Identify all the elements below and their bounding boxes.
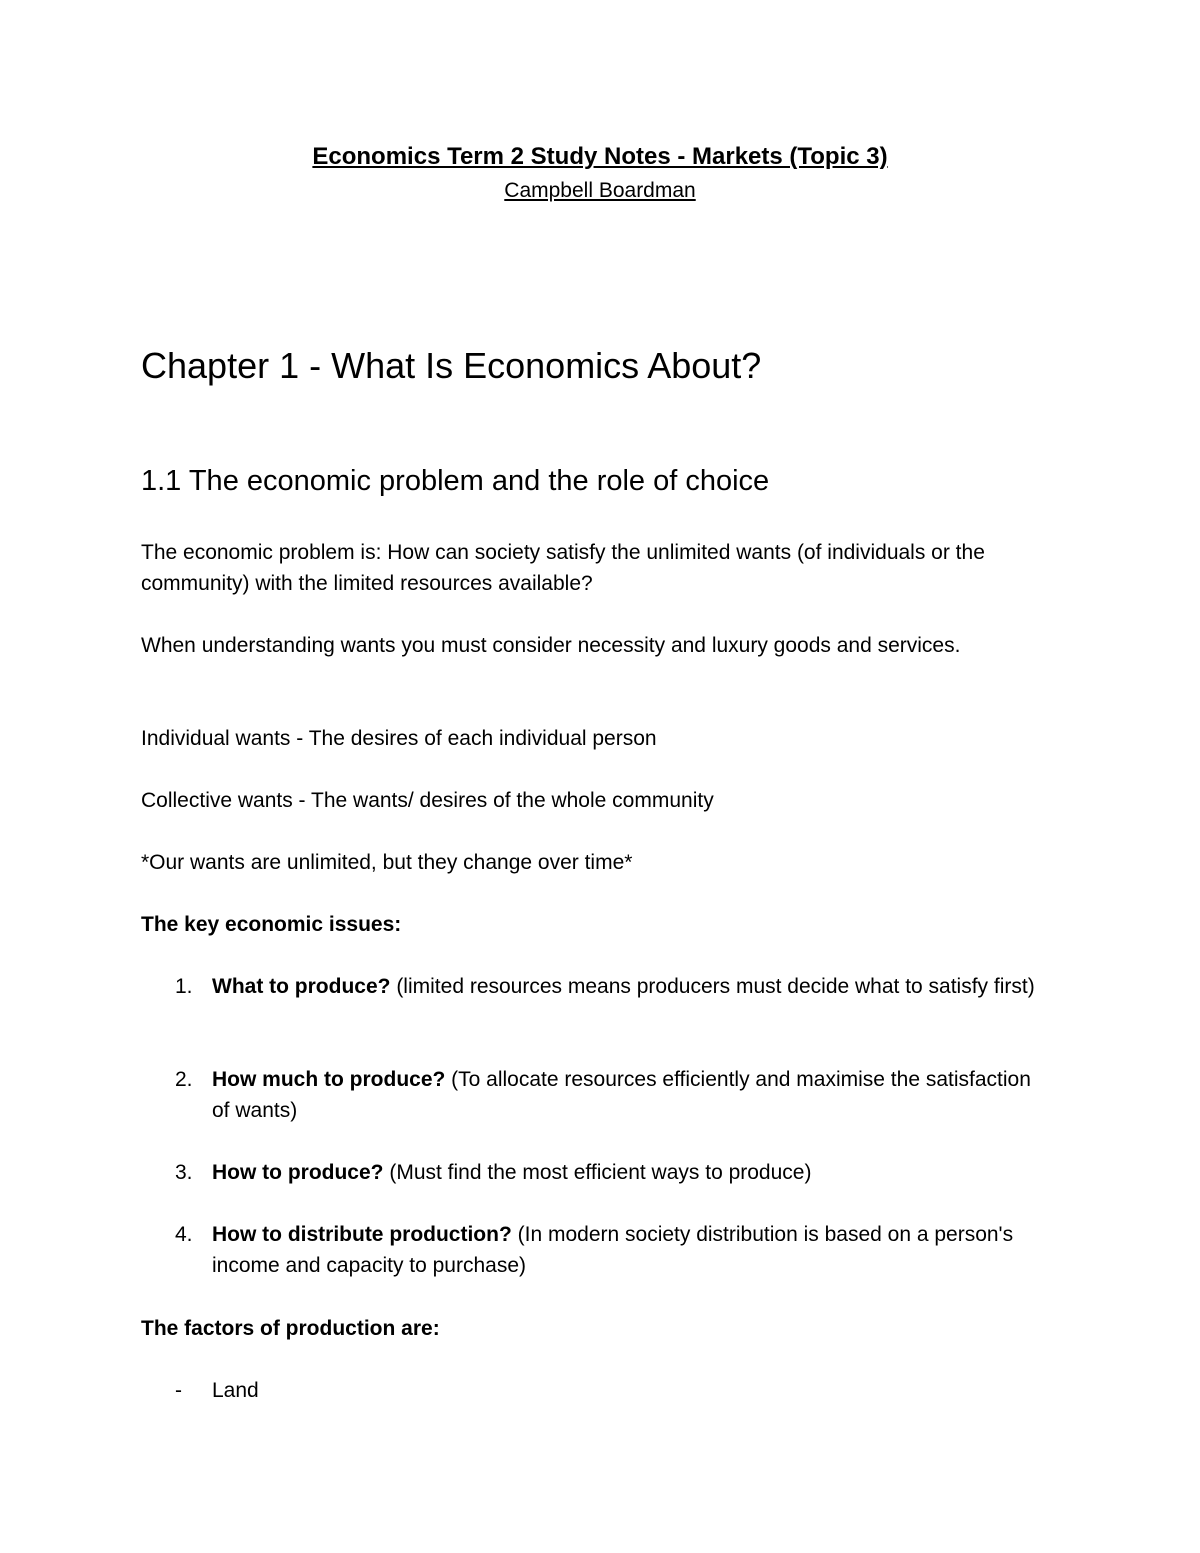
list-item-detail: (limited resources means producers must decide what to satisfy first) [390,975,1035,998]
list-item-bold: How to produce? [212,1161,384,1184]
list-item-bold: How to distribute production? [212,1223,512,1246]
paragraph-wants-note: *Our wants are unlimited, but they change over time* [141,851,633,874]
section-heading: 1.1 The economic problem and the role of choice [141,465,770,497]
list-item-bold: How much to produce? [212,1068,446,1091]
list-number: 2. [175,1068,193,1091]
list-item-bold: What to produce? [212,975,391,998]
list-item-text: Land [212,1379,259,1402]
list-number: 4. [175,1223,193,1246]
list-item-detail: (Must find the most efficient ways to produce) [383,1161,812,1184]
paragraph-understanding-wants: When understanding wants you must consider necessity and luxury goods and services. [141,634,961,657]
paragraph-individual-wants: Individual wants - The desires of each individual person [141,727,657,750]
list-number: 1. [175,975,193,998]
factors-heading: The factors of production are: [141,1317,440,1340]
list-item-detail: (To allocate resources efficiently and maximise the satisfaction of wants) [212,1068,1031,1122]
list-item-text [212,1064,1042,1126]
list-item-text [212,1219,1042,1281]
list-item-detail: (In modern society distribution is based on a person's income and capacity to purchase) [212,1223,1014,1277]
list-number: 3. [175,1161,193,1184]
paragraph-collective-wants: Collective wants - The wants/ desires of the whole community [141,789,714,812]
list-bullet: - [175,1379,182,1402]
document-author: Campbell Boardman [504,179,696,202]
document-title: Economics Term 2 Study Notes - Markets (Topic 3) [312,143,888,170]
key-issues-heading: The key economic issues: [141,913,402,936]
paragraph-economic-problem: The economic problem is: How can society satisfy the unlimited wants (of individuals or the community) with the limited resources available? [141,541,985,595]
list-item-text [212,971,1042,1002]
list-item-text [212,1157,1042,1188]
chapter-heading: Chapter 1 - What Is Economics About? [141,345,762,386]
